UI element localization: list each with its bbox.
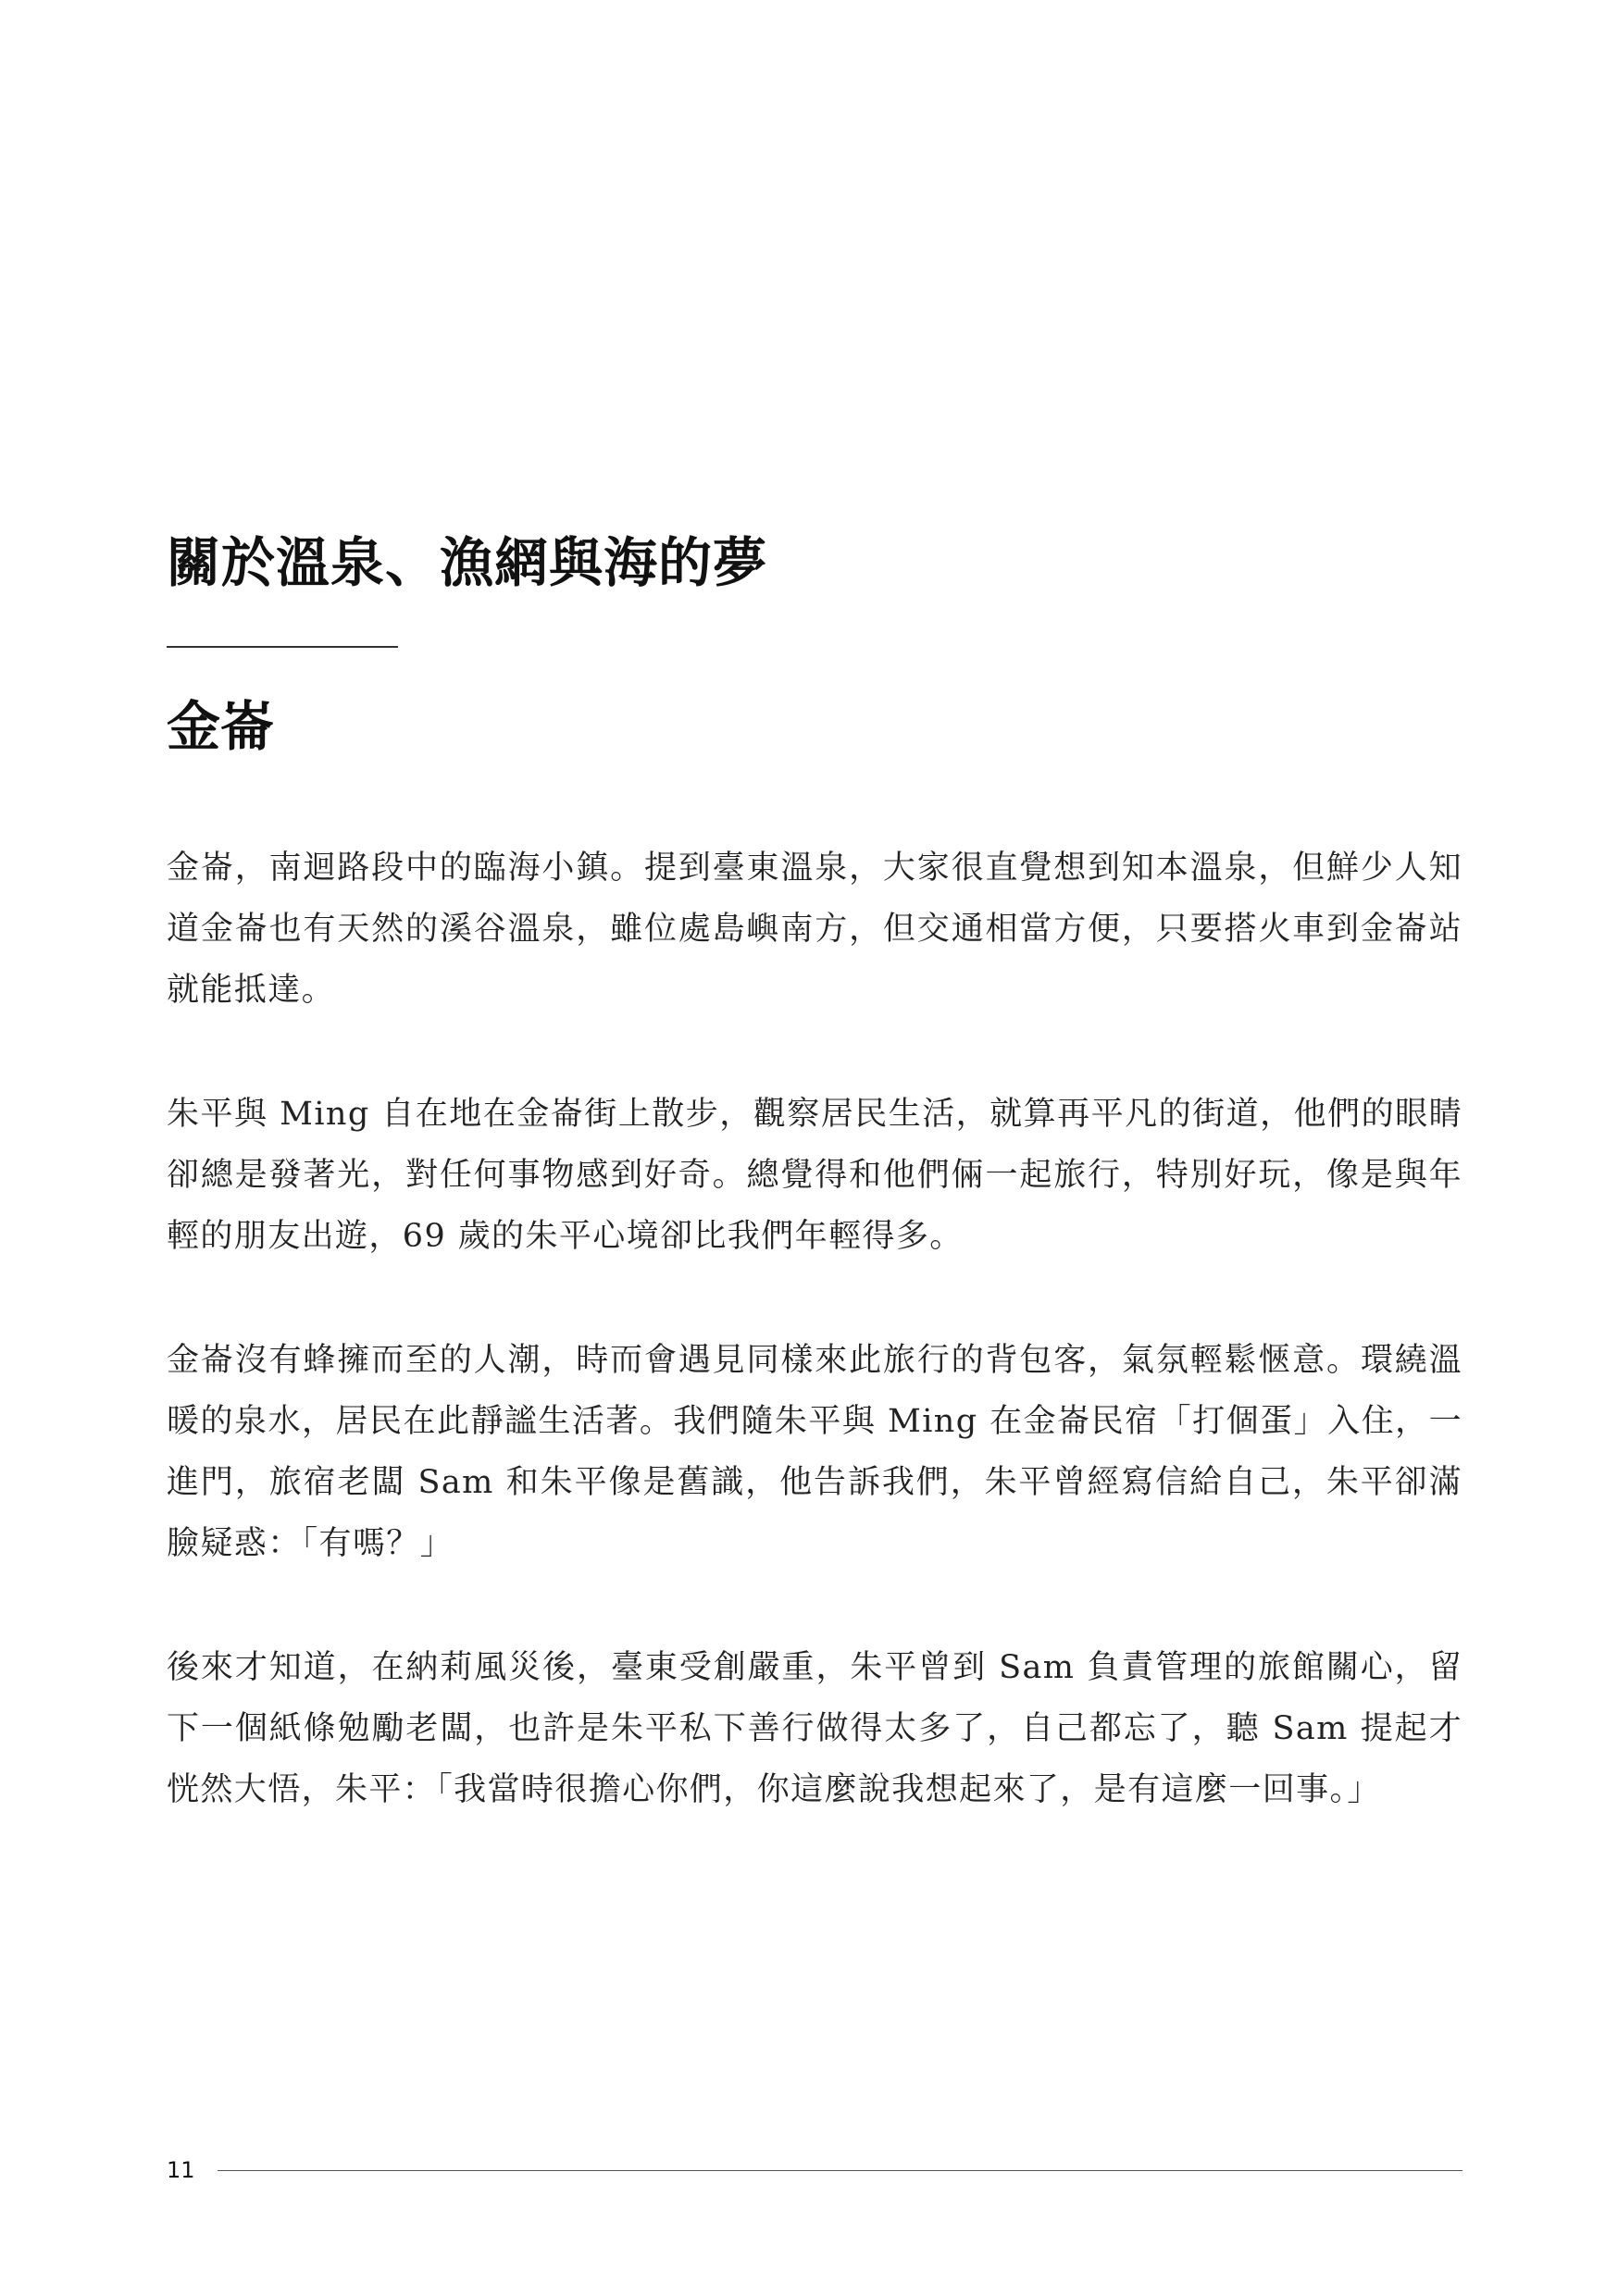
body-text <box>167 838 1462 1883</box>
heading-divider <box>167 646 398 648</box>
paragraph: 朱平與 Ming 自在地在金崙街上散步，觀察居民生活，就算再平凡的街道，他們的眼睛卻總是發著光，對任何事物感到好奇。總覺得和他們倆一起旅行，特別好玩，像是與年輕的朋友出遊，69 歲的朱平心境卻比我們年輕得多。 <box>167 1096 1462 1255</box>
paragraph: 金崙，南迴路段中的臨海小鎮。提到臺東溫泉，大家很直覺想到知本溫泉，但鮮少人知道金崙也有天然的溪谷溫泉，雖位處島嶼南方，但交通相當方便，只要搭火車到金崙站就能抵達。 <box>167 850 1462 1009</box>
place-title: 金崙 <box>167 695 275 758</box>
paragraph: 金崙沒有蜂擁而至的人潮，時而會遇見同樣來此旅行的背包客，氣氛輕鬆愜意。環繞溫暖的泉水，居民在此靜謐生活著。我們隨朱平與 Ming 在金崙民宿「打個蛋」入住，一進門，旅宿老闆 Sam 和朱平像是舊識，他告訴我們，朱平曾經寫信給自己，朱平卻滿臉疑惑：「有嗎？」 <box>167 1342 1462 1562</box>
section-heading: 關於溫泉、漁網與海的夢 <box>167 531 768 594</box>
paragraph: 後來才知道，在納莉風災後，臺東受創嚴重，朱平曾到 Sam 負責管理的旅館關心，留下一個紙條勉勵老闆，也許是朱平私下善行做得太多了，自己都忘了，聽 Sam 提起才恍然大悟，朱平：「我當時很擔心你們，你這麼說我想起來了，是有這麼一回事。」 <box>167 1649 1462 1808</box>
page-footer <box>167 2152 1462 2189</box>
page-number: 11 <box>167 2157 195 2183</box>
footer-divider <box>218 2170 1462 2171</box>
